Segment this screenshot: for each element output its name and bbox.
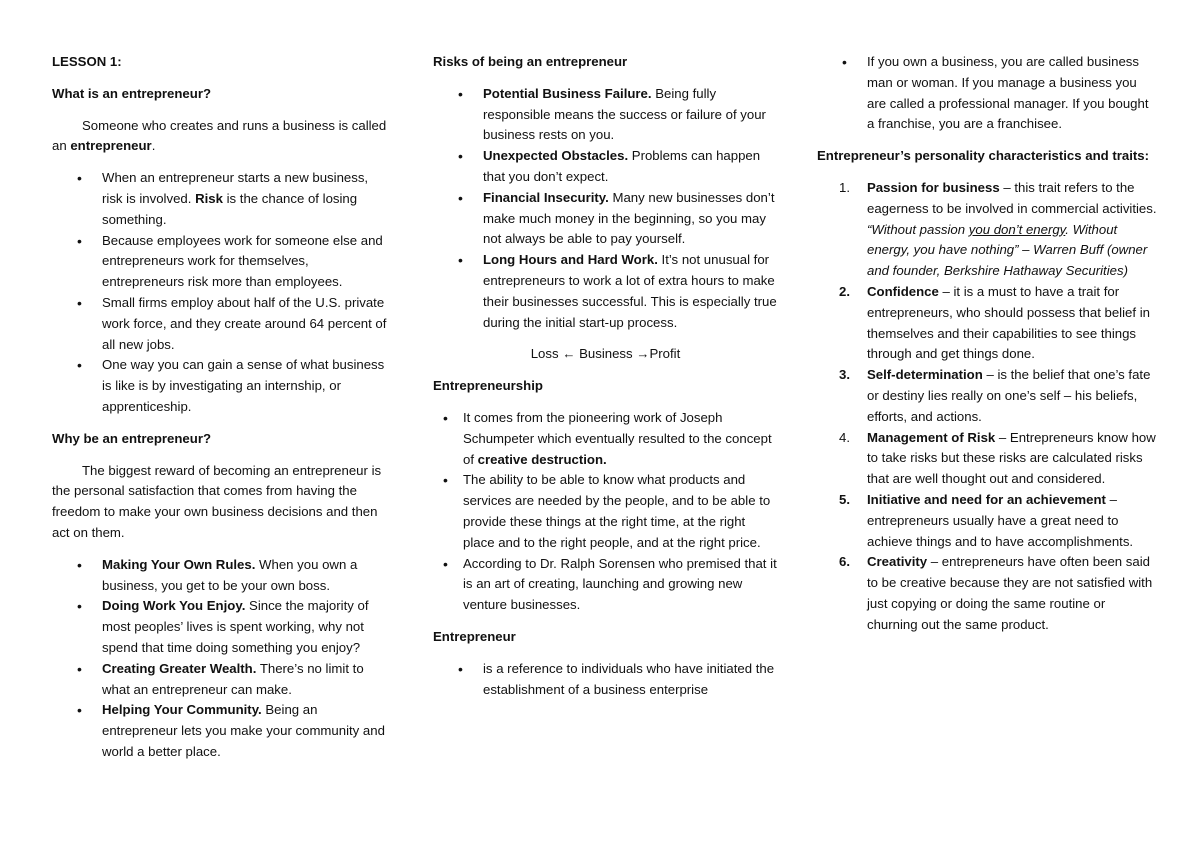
- list-item-text: Because employees work for someone else and entrepreneurs work for themselves, entrepreneurs risk more than employees.: [102, 232, 383, 290]
- list-item: [52, 168, 392, 230]
- column-1: [52, 52, 392, 774]
- list-item: [52, 231, 392, 293]
- list-item-text: Small firms employ about half of the U.S. private work force, and they create around 64 percent of all new jobs.: [102, 294, 387, 352]
- list-item-text: It’s not unusual for entrepreneurs to work a lot of extra hours to make their businesses successful. This is especially true during the initial start-up process.: [483, 252, 777, 330]
- list-item: [52, 659, 392, 701]
- quote-text: . Without energy, you have nothing” – Warren Buff (owner and founder, Berkshire Hathaway Securities): [867, 221, 1148, 279]
- list-item: [817, 178, 1157, 282]
- list-item-term: Initiative and need for an achievement: [867, 491, 1106, 507]
- list-number: 3.: [839, 367, 850, 383]
- column-2: [433, 52, 778, 711]
- list-number: 4.: [839, 429, 850, 445]
- list-item: [817, 52, 1157, 135]
- list-item-term: Risk: [195, 190, 223, 206]
- list-item-text: When you own a business, you get to be your own boss.: [102, 556, 358, 593]
- definition-paragraph: [52, 116, 392, 158]
- flow-business-label: Business: [579, 346, 633, 362]
- list-item-term: Making Your Own Rules.: [102, 556, 256, 572]
- column-3: [817, 52, 1157, 647]
- list-item: [817, 428, 1157, 490]
- list-item-text: Since the majority of most peoples’ lives is spent working, why not spend that time doing something you enjoy?: [102, 598, 369, 655]
- list-item-text: If you own a business, you are called business man or woman. If you manage a business you are called a professional manager. If you bought a franchise, you are a franchisee.: [867, 54, 1149, 132]
- quote-text: “Without passion: [867, 221, 969, 237]
- list-item-term: Long Hours and Hard Work.: [483, 252, 658, 268]
- list-item-text: According to Dr. Ralph Sorensen who premised that it is an art of creating, launching and growing new venture businesses.: [463, 555, 777, 613]
- list-item: [52, 555, 392, 597]
- entrepreneur-list: [433, 659, 778, 701]
- list-item: [433, 146, 778, 188]
- list-item-term: Financial Insecurity.: [483, 189, 609, 205]
- list-item: [817, 282, 1157, 365]
- list-item: [52, 355, 392, 417]
- list-item: [52, 596, 392, 658]
- list-item-term: Unexpected Obstacles.: [483, 148, 629, 164]
- warren-quote: [867, 220, 1157, 282]
- list-item-term: Management of Risk: [867, 429, 996, 445]
- list-item-text: There’s no limit to what an entrepreneur can make.: [102, 660, 364, 697]
- lesson-heading: LESSON 1:: [52, 54, 122, 69]
- definition-term: entrepreneur: [70, 138, 152, 154]
- flow-loss-label: Loss: [530, 346, 559, 362]
- list-item: [817, 552, 1157, 635]
- risks-list: [433, 84, 778, 334]
- what-is-entrepreneur-heading: What is an entrepreneur?: [52, 85, 212, 101]
- list-number: 5.: [839, 491, 850, 507]
- entrepreneur-facts-list: [52, 168, 392, 418]
- list-item-text: – Entrepreneurs know how to take risks but these risks are calculated risks that are well thought out and considered.: [867, 429, 1156, 487]
- list-item: [433, 408, 778, 470]
- list-item-text: – is the belief that one’s fate or destiny lies really on one’s self – his beliefs, efforts, and actions.: [867, 367, 1151, 424]
- list-item: [433, 554, 778, 616]
- definition-period: .: [151, 138, 156, 154]
- reasons-list: [52, 555, 392, 763]
- list-number: 6.: [839, 554, 850, 570]
- list-item: [52, 700, 392, 762]
- list-item-term: Creating Greater Wealth.: [102, 660, 257, 676]
- list-item-text: – this trait refers to the eagerness to be involved in commercial activities.: [867, 179, 1157, 216]
- list-item-text: – entrepreneurs usually have a great need to achieve things and to have accomplishments.: [867, 491, 1134, 549]
- entrepreneurship-heading: Entrepreneurship: [433, 378, 543, 394]
- list-item-term: Potential Business Failure.: [483, 85, 652, 101]
- list-item-text: When an entrepreneur starts a new business, risk is involved.: [102, 170, 369, 206]
- list-item-term: Passion for business: [867, 179, 1000, 195]
- list-item: [52, 293, 392, 355]
- list-item-text: Problems can happen that you don’t expect.: [483, 148, 761, 184]
- list-item-text: One way you can gain a sense of what business is like is by investigating an internship, or apprenticeship.: [102, 357, 385, 414]
- list-item-text: Being fully responsible means the success or failure of your business rests on you.: [483, 85, 766, 143]
- list-item-term: Confidence: [867, 283, 939, 299]
- list-item-term: Creativity: [867, 554, 928, 570]
- list-item: [433, 250, 778, 333]
- entrepreneur-heading: Entrepreneur: [433, 628, 516, 644]
- traits-heading: Entrepreneur’s personality characteristics and traits:: [817, 148, 1150, 164]
- list-item-text: – it is a must to have a trait for entrepreneurs, who should possess that belief in themselves and their capabilities to see things through and get things done.: [867, 283, 1150, 362]
- list-item: [817, 490, 1157, 552]
- definition-text: Someone who creates and runs a business is called an: [52, 117, 387, 154]
- arrow-left-icon: ←: [562, 346, 576, 362]
- business-roles-list: [817, 52, 1157, 135]
- reward-paragraph: The biggest reward of becoming an entrepreneur is the personal satisfaction that comes from having the freedom to make your own business decisions and then act on them.: [52, 462, 382, 540]
- quote-underlined: you don’t energy: [968, 221, 1066, 237]
- risks-heading: Risks of being an entrepreneur: [433, 54, 628, 69]
- list-item-text: Many new businesses don’t make much money in the beginning, so you may not always be able to pay yourself.: [483, 189, 775, 247]
- list-item-term: creative destruction.: [477, 451, 607, 467]
- list-item-text: is the chance of losing something.: [102, 190, 358, 227]
- loss-business-profit-flow: [433, 344, 778, 365]
- list-item-text: It comes from the pioneering work of Joseph Schumpeter which eventually resulted to the concept of: [463, 409, 772, 467]
- list-item: [433, 84, 778, 146]
- flow-profit-label: Profit: [649, 346, 681, 362]
- list-item: [433, 470, 778, 553]
- list-number: 1.: [839, 179, 850, 195]
- list-item: [433, 659, 778, 701]
- list-item: [817, 365, 1157, 427]
- list-item-text: The ability to be able to know what products and services are needed by the people, and to be able to provide these things at the right time, at the right place and to the right people, and at the right price.: [463, 472, 771, 550]
- list-item-term: Doing Work You Enjoy.: [102, 598, 246, 614]
- list-item-text: is a reference to individuals who have initiated the establishment of a business enterprise: [483, 660, 775, 697]
- why-be-entrepreneur-heading: Why be an entrepreneur?: [52, 430, 212, 446]
- list-item: [433, 188, 778, 250]
- list-number: 2.: [839, 283, 850, 299]
- list-item-term: Self-determination: [867, 367, 983, 383]
- list-item-term: Helping Your Community.: [102, 702, 262, 718]
- list-item-text: – entrepreneurs have often been said to be creative because they are not satisfied with just copying or doing the same routine or churning out the same product.: [867, 554, 1153, 632]
- entrepreneurship-list: [433, 408, 778, 616]
- arrow-right-icon: →: [636, 346, 650, 362]
- traits-list: [817, 178, 1157, 636]
- list-item-text: Being an entrepreneur lets you make your community and world a better place.: [102, 702, 385, 759]
